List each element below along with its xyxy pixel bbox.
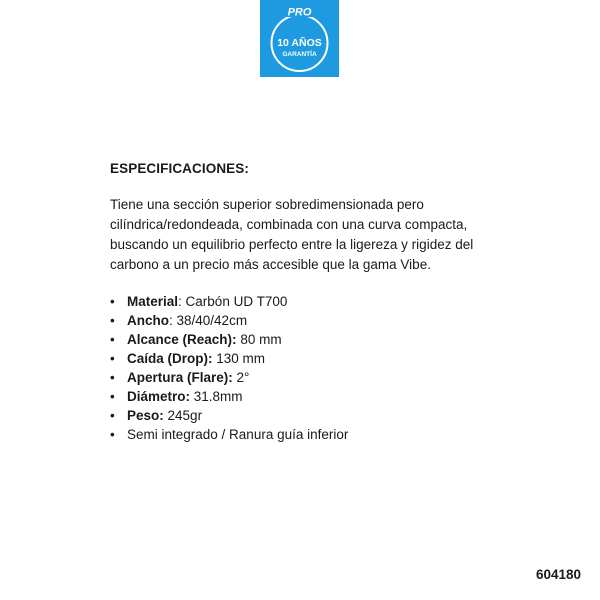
spec-label: Material xyxy=(127,294,179,309)
product-code: 604180 xyxy=(535,567,581,582)
spec-item-routing xyxy=(110,425,490,444)
badge-guarantee: GARANTÍA xyxy=(282,51,317,58)
spec-item-diameter xyxy=(110,387,490,406)
description-line: cilíndrica/redondeada, combinada con una curva compacta, xyxy=(110,217,468,232)
spec-label: Caída (Drop): xyxy=(127,351,213,366)
spec-item-drop xyxy=(110,349,490,368)
bullet-icon: • xyxy=(110,332,115,347)
pro-warranty-badge xyxy=(260,0,339,77)
badge-years: 10 AÑOS xyxy=(277,37,322,49)
spec-value: Semi integrado / Ranura guía inferior xyxy=(127,427,349,442)
bullet-icon: • xyxy=(110,351,115,366)
spec-value: Carbón UD T700 xyxy=(185,294,288,309)
bullet-icon: • xyxy=(110,294,115,309)
spec-item-reach xyxy=(110,330,490,349)
spec-value: 245gr xyxy=(167,408,203,423)
spec-label: Alcance (Reach): xyxy=(127,332,237,347)
spec-item-flare xyxy=(110,368,490,387)
warranty-seal-icon xyxy=(260,0,339,77)
spec-item-material xyxy=(110,292,490,311)
bullet-icon: • xyxy=(110,370,115,385)
specifications-heading: ESPECIFICACIONES: xyxy=(110,161,249,176)
bullet-icon: • xyxy=(110,408,115,423)
spec-list xyxy=(110,292,490,444)
spec-label: Diámetro: xyxy=(127,389,191,404)
spec-label: Peso: xyxy=(127,408,164,423)
spec-label: Ancho xyxy=(127,313,169,328)
bullet-icon: • xyxy=(110,389,115,404)
spec-separator: : xyxy=(178,294,186,309)
description-line: carbono a un precio más accesible que la gama Vibe. xyxy=(110,257,431,272)
spec-value: 80 mm xyxy=(240,332,282,347)
badge-brand: PRO xyxy=(287,6,312,19)
spec-label: Apertura (Flare): xyxy=(127,370,233,385)
spec-value: 130 mm xyxy=(216,351,266,366)
spec-value: 31.8mm xyxy=(193,389,243,404)
spec-item-ancho xyxy=(110,311,490,330)
spec-value: 38/40/42cm xyxy=(176,313,248,328)
description-line: buscando un equilibrio perfecto entre la ligereza y rigidez del xyxy=(110,237,474,252)
spec-separator: : xyxy=(169,313,177,328)
bullet-icon: • xyxy=(110,313,115,328)
spec-item-weight xyxy=(110,406,490,425)
specifications-section xyxy=(110,160,490,444)
bullet-icon: • xyxy=(110,427,115,442)
description-line: Tiene una sección superior sobredimensionada pero xyxy=(110,197,424,212)
spec-value: 2° xyxy=(236,370,250,385)
product-description xyxy=(110,195,490,275)
